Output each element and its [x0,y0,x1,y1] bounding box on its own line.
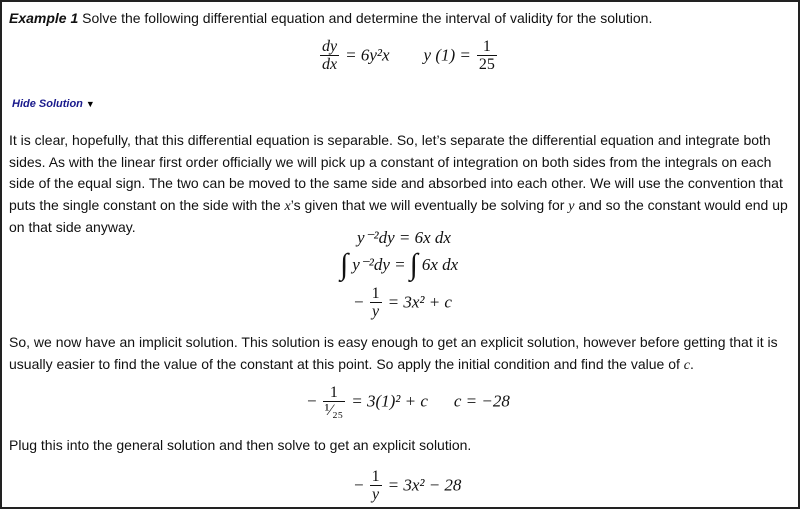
implicit-fraction [370,285,382,320]
variable-y: y [568,198,575,214]
constant-rhs: = 3(1)² + c [351,391,428,411]
integral-eq-line [340,250,458,280]
final-fraction [370,468,382,503]
integral-eq-left: y⁻²dy = [352,255,406,274]
variable-x: x [284,198,291,214]
constant-result: c = −28 [453,391,510,411]
fraction-numerator: 1 [329,384,338,401]
fraction-numerator: 1 [371,468,380,485]
example-text: Solve the following differential equation and determine the interval of validity for the solution. [82,10,653,26]
minus-sign: − [354,292,364,312]
constant-fraction [323,384,346,419]
implicit-solution [354,285,452,320]
minus-sign: − [354,475,364,495]
paragraph-1-text-b: ’s given that we will eventually be solving for [290,196,569,213]
integral-eq-right: 6x dx [421,255,459,274]
fraction-denominator: y [370,302,382,320]
separated-eq-text: y⁻²dy = 6x dx [357,228,451,247]
fraction-numerator: dy [322,38,338,55]
fraction-numerator: 1 [482,38,491,55]
minus-sign: − [307,391,317,411]
caret-down-icon: ▼ [85,99,95,109]
paragraph-1 [9,130,794,239]
equation-1 [318,38,499,73]
paragraph-2-text-b: . [690,355,694,372]
implicit-rhs: = 3x² + c [387,292,452,312]
final-rhs: = 3x² − 28 [387,475,462,495]
dydx-fraction [320,38,339,73]
fraction-denominator: y [370,485,382,503]
general-solution-with-constant [354,468,461,503]
example-label: Example 1 [9,10,79,26]
hide-solution-toggle[interactable] [12,98,95,110]
paragraph-1-text-c: and so the constant would end up on that side anyway. [9,196,788,235]
paragraph-2-text-a: So, we now have an implicit solution. This solution is easy enough to get an explicit solution, however before getting that it is usually easier to find the value of the constant at this point. So apply the initial condition and find the value of [9,334,778,372]
separated-eq-line-1 [357,228,451,248]
integral-sign-icon: ∫ [409,248,418,281]
initial-condition-fraction [477,38,497,73]
variable-c: c [683,357,690,373]
paragraph-3-text: Plug this into the general solution and then solve to get an explicit solution. [9,437,472,453]
fraction-numerator: 1 [371,285,380,302]
hide-solution-label: Hide Solution [12,98,83,110]
initial-condition-lhs: y (1) = [423,45,471,65]
fraction-denominator: 25 [478,56,495,73]
fraction-denominator: dx [322,56,338,73]
integral-sign-icon: ∫ [340,248,349,281]
example-header [9,10,652,27]
paragraph-1-text-a: It is clear, hopefully, that this differential equation is separable. So, let’s separate the differential equation and integrate both sides. As with the linear first order officially we will pick up a constant of integration on both sides from the integrals on each side of the equal sign. The two can be moved to the same side and absorbed into each other. We will use the convention that puts the single constant on the side with the [9,132,783,213]
paragraph-2 [9,332,794,376]
paragraph-3 [9,435,794,457]
fraction-denominator: ¹⁄₂₅ [324,402,344,419]
constant-evaluation [307,384,510,419]
equation-1-rhs: = 6y²x [345,45,390,65]
